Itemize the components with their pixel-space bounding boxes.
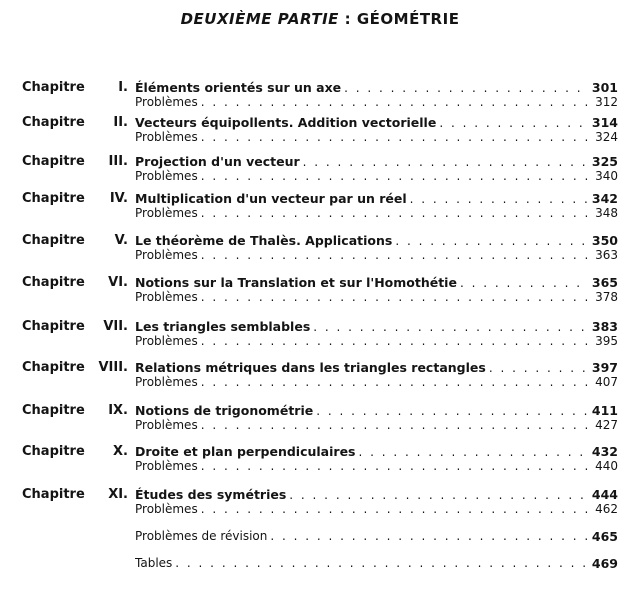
dot-leader	[410, 192, 588, 207]
extra-page-number: 469	[591, 556, 618, 571]
problems-line	[0, 169, 640, 184]
problems-leader	[135, 95, 588, 110]
problems-leader	[135, 169, 588, 184]
chapter-line	[0, 403, 640, 418]
extra-title[interactable]: Problèmes de révision	[135, 529, 268, 543]
chapter-title[interactable]: Droite et plan perpendiculaires	[135, 444, 356, 459]
chapter-line	[0, 275, 640, 290]
dot-leader	[201, 502, 588, 517]
dot-leader	[489, 361, 588, 376]
chapter-word: Chapitre	[22, 154, 85, 169]
problems-page-number: 378	[595, 290, 618, 304]
problems-page-number: 348	[595, 206, 618, 220]
problems-page-number: 312	[595, 95, 618, 109]
problems-leader	[135, 290, 588, 305]
chapter-entry	[0, 115, 640, 145]
chapter-entry	[0, 444, 640, 474]
chapter-word: Chapitre	[22, 115, 85, 130]
extra-leader	[135, 529, 588, 544]
chapter-title[interactable]: Notions de trigonométrie	[135, 403, 314, 418]
dot-leader	[201, 375, 588, 390]
chapter-entry	[0, 403, 640, 433]
chapter-number: VII.	[103, 319, 128, 334]
chapter-title[interactable]: Études des symétries	[135, 487, 287, 502]
chapter-title[interactable]: Relations métriques dans les triangles rectangles	[135, 360, 486, 375]
problems-leader	[135, 130, 588, 145]
problems-page-number: 427	[595, 418, 618, 432]
chapter-word: Chapitre	[22, 191, 85, 206]
dot-leader	[439, 116, 588, 131]
problems-page-number: 440	[595, 459, 618, 473]
chapter-line	[0, 80, 640, 95]
part-subject: GÉOMÉTRIE	[356, 10, 460, 28]
chapter-word: Chapitre	[22, 444, 85, 459]
chapter-word: Chapitre	[22, 487, 85, 502]
title-separator: :	[338, 10, 357, 28]
problems-label[interactable]: Problèmes	[135, 290, 198, 304]
dot-leader	[201, 418, 588, 433]
chapter-entry	[0, 233, 640, 263]
dot-leader	[201, 290, 588, 305]
dot-leader	[201, 130, 588, 145]
chapter-entry	[0, 319, 640, 349]
chapter-number: XI.	[108, 487, 128, 502]
chapter-title-leader	[135, 444, 588, 460]
problems-label[interactable]: Problèmes	[135, 169, 198, 183]
chapter-title-leader	[135, 403, 588, 419]
extra-title[interactable]: Tables	[135, 556, 173, 570]
problems-line	[0, 130, 640, 145]
problems-label[interactable]: Problèmes	[135, 334, 198, 348]
dot-leader	[201, 459, 588, 474]
extra-entry	[0, 529, 640, 544]
chapter-number: I.	[118, 80, 128, 95]
chapter-word: Chapitre	[22, 80, 85, 95]
chapter-title[interactable]: Les triangles semblables	[135, 319, 311, 334]
problems-page-number: 407	[595, 375, 618, 389]
chapter-title-leader	[135, 154, 588, 170]
problems-line	[0, 290, 640, 305]
chapter-line	[0, 487, 640, 502]
problems-line	[0, 334, 640, 349]
extra-page-number: 465	[591, 529, 618, 544]
chapter-entry	[0, 487, 640, 517]
problems-page-number: 395	[595, 334, 618, 348]
chapter-title-leader	[135, 319, 588, 335]
chapter-number: III.	[108, 154, 128, 169]
dot-leader	[201, 248, 588, 263]
problems-label[interactable]: Problèmes	[135, 459, 198, 473]
problems-line	[0, 248, 640, 263]
chapter-number: VIII.	[98, 360, 128, 375]
chapter-line	[0, 115, 640, 130]
chapter-number: V.	[114, 233, 128, 248]
extra-leader	[135, 556, 588, 571]
chapter-entry	[0, 275, 640, 305]
problems-leader	[135, 206, 588, 221]
chapter-page-number: 350	[591, 233, 618, 248]
chapter-title[interactable]: Projection d'un vecteur	[135, 154, 300, 169]
chapter-word: Chapitre	[22, 319, 85, 334]
dot-leader	[344, 81, 588, 96]
problems-label[interactable]: Problèmes	[135, 418, 198, 432]
chapter-word: Chapitre	[22, 233, 85, 248]
chapter-page-number: 325	[591, 154, 618, 169]
chapter-entry	[0, 360, 640, 390]
chapter-number: II.	[113, 115, 128, 130]
problems-line	[0, 418, 640, 433]
chapter-line	[0, 319, 640, 334]
chapter-line	[0, 191, 640, 206]
problems-line	[0, 459, 640, 474]
chapter-number: IV.	[109, 191, 128, 206]
chapter-word: Chapitre	[22, 403, 85, 418]
chapter-title[interactable]: Vecteurs équipollents. Addition vectorielle	[135, 115, 437, 130]
chapter-title-leader	[135, 80, 588, 96]
chapter-title[interactable]: Multiplication d'un vecteur par un réel	[135, 191, 407, 206]
dot-leader	[358, 445, 588, 460]
problems-line	[0, 375, 640, 390]
chapter-title-leader	[135, 487, 588, 503]
problems-page-number: 363	[595, 248, 618, 262]
problems-label[interactable]: Problèmes	[135, 375, 198, 389]
chapter-number: VI.	[108, 275, 128, 290]
chapter-title-leader	[135, 360, 588, 376]
problems-leader	[135, 248, 588, 263]
problems-page-number: 324	[595, 130, 618, 144]
dot-leader	[201, 169, 588, 184]
dot-leader	[201, 334, 588, 349]
chapter-number: X.	[113, 444, 128, 459]
problems-page-number: 462	[595, 502, 618, 516]
chapter-page-number: 397	[591, 360, 618, 375]
dot-leader	[460, 276, 588, 291]
chapter-word: Chapitre	[22, 275, 85, 290]
chapter-line	[0, 233, 640, 248]
dot-leader	[289, 488, 588, 503]
chapter-word: Chapitre	[22, 360, 85, 375]
dot-leader	[316, 404, 588, 419]
problems-label[interactable]: Problèmes	[135, 206, 198, 220]
problems-label[interactable]: Problèmes	[135, 95, 198, 109]
extra-entry	[0, 556, 640, 571]
chapter-entry	[0, 191, 640, 221]
chapter-entry	[0, 154, 640, 184]
chapter-page-number: 314	[591, 115, 618, 130]
chapter-line	[0, 360, 640, 375]
chapter-page-number: 432	[591, 444, 618, 459]
problems-leader	[135, 375, 588, 390]
page-title	[0, 10, 640, 28]
problems-label[interactable]: Problèmes	[135, 130, 198, 144]
problems-line	[0, 95, 640, 110]
problems-leader	[135, 334, 588, 349]
problems-line	[0, 502, 640, 517]
chapter-page-number: 383	[591, 319, 618, 334]
dot-leader	[303, 155, 588, 170]
chapter-number: IX.	[108, 403, 128, 418]
problems-label[interactable]: Problèmes	[135, 248, 198, 262]
chapter-title[interactable]: Le théorème de Thalès. Applications	[135, 233, 393, 248]
problems-page-number: 340	[595, 169, 618, 183]
problems-leader	[135, 418, 588, 433]
chapter-line	[0, 444, 640, 459]
problems-label[interactable]: Problèmes	[135, 502, 198, 516]
chapter-page-number: 444	[591, 487, 618, 502]
dot-leader	[175, 556, 588, 571]
chapter-page-number: 301	[591, 80, 618, 95]
chapter-title-leader	[135, 115, 588, 131]
chapter-title-leader	[135, 233, 588, 249]
dot-leader	[201, 206, 588, 221]
part-label: DEUXIÈME PARTIE	[180, 10, 339, 28]
chapter-title[interactable]: Éléments orientés sur un axe	[135, 80, 342, 95]
chapter-page-number: 411	[591, 403, 618, 418]
dot-leader	[395, 234, 588, 249]
dot-leader	[313, 320, 588, 335]
chapter-page-number: 365	[591, 275, 618, 290]
problems-line	[0, 206, 640, 221]
problems-leader	[135, 459, 588, 474]
chapter-title[interactable]: Notions sur la Translation et sur l'Homothétie	[135, 275, 457, 290]
chapter-entry	[0, 80, 640, 110]
chapter-line	[0, 154, 640, 169]
problems-leader	[135, 502, 588, 517]
chapter-title-leader	[135, 275, 588, 291]
dot-leader	[270, 529, 588, 544]
chapter-title-leader	[135, 191, 588, 207]
chapter-page-number: 342	[591, 191, 618, 206]
dot-leader	[201, 95, 588, 110]
